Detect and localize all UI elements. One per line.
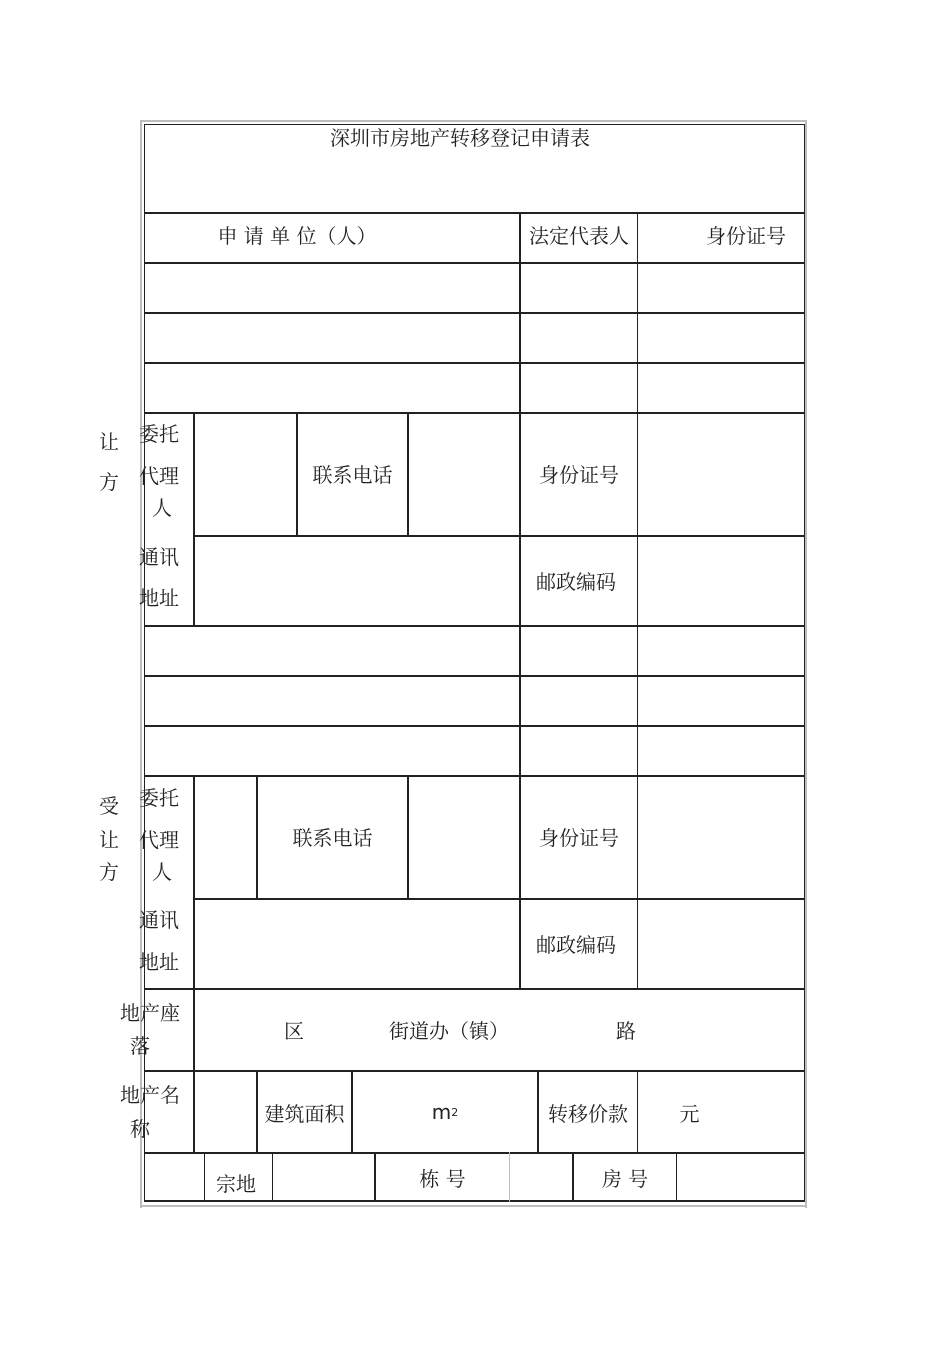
id-number-header: 身份证号 xyxy=(706,223,786,248)
col-line xyxy=(193,775,195,1154)
row-line xyxy=(144,412,805,414)
row-line xyxy=(144,625,805,627)
building-number-label xyxy=(376,1154,509,1200)
frame-top-edge xyxy=(140,120,807,122)
row-line xyxy=(144,362,805,364)
area-unit xyxy=(353,1072,537,1152)
floor-area-label: 建筑面积 xyxy=(264,1101,345,1126)
row-line xyxy=(144,988,805,990)
transferee-agent-label-3: 人 xyxy=(152,860,172,884)
frame-right-edge xyxy=(805,120,807,1208)
area-unit-text: m xyxy=(431,1100,452,1124)
row-line xyxy=(194,898,805,900)
row-line xyxy=(144,675,805,677)
building-number-text: 栋 号 xyxy=(419,1166,466,1191)
transferor-address-label-1: 通讯 xyxy=(139,545,179,569)
row-line xyxy=(144,725,805,727)
parcel-label: 宗地 xyxy=(216,1172,256,1196)
subdistrict-label: 街道办（镇） xyxy=(389,1019,509,1043)
transferor-label-1: 让 xyxy=(99,430,119,454)
district-label: 区 xyxy=(284,1019,304,1043)
col-line xyxy=(637,212,638,990)
col-line xyxy=(509,1152,510,1202)
room-number-label xyxy=(574,1154,676,1200)
transferor-address-label-2: 地址 xyxy=(139,586,179,610)
table-right-border xyxy=(804,124,805,1202)
col-line xyxy=(407,775,409,900)
row-line xyxy=(144,262,805,264)
transferor-label-2: 方 xyxy=(99,470,119,494)
col-line xyxy=(272,1152,273,1202)
row-line xyxy=(194,535,805,537)
col-line xyxy=(676,1152,677,1202)
row-line xyxy=(144,312,805,314)
transferor-id-label: 身份证号 xyxy=(539,462,619,487)
transferor-agent-label-1: 委托 xyxy=(139,422,179,446)
transferee-postcode-label: 邮政编码 xyxy=(536,932,616,957)
transferee-phone-label: 联系电话 xyxy=(292,825,373,850)
row-line xyxy=(144,1200,805,1202)
transferee-agent-label-1: 委托 xyxy=(139,786,179,810)
property-name-label-2: 称 xyxy=(130,1117,150,1141)
property-location-label-2: 落 xyxy=(130,1034,150,1058)
col-line xyxy=(193,412,195,627)
property-name-label-1: 地产名 xyxy=(120,1083,180,1107)
legal-representative-header: 法定代表人 xyxy=(529,223,629,248)
frame-bottom-edge xyxy=(140,1205,807,1207)
transferee-label-1: 受 xyxy=(99,794,119,818)
col-line xyxy=(204,1152,205,1202)
table-top-border xyxy=(144,124,805,125)
room-number-text: 房 号 xyxy=(601,1166,649,1191)
row-line xyxy=(144,775,805,777)
transferee-id-label: 身份证号 xyxy=(539,825,619,850)
area-unit-superscript: 2 xyxy=(451,1105,459,1119)
transferor-agent-label-3: 人 xyxy=(152,496,172,520)
col-line xyxy=(407,412,409,537)
transferor-phone-label: 联系电话 xyxy=(312,462,393,487)
transfer-price-label: 转移价款 xyxy=(548,1101,628,1126)
transferor-postcode-label: 邮政编码 xyxy=(536,569,616,594)
form-title: 深圳市房地产转移登记申请表 xyxy=(330,126,590,150)
transferee-label-3: 方 xyxy=(99,860,119,884)
transferee-address-label-1: 通讯 xyxy=(139,908,179,932)
transferor-agent-label-2: 代理 xyxy=(139,464,179,488)
transferee-agent-label-2: 代理 xyxy=(139,828,179,852)
transferee-address-label-2: 地址 xyxy=(139,950,179,974)
price-unit: 元 xyxy=(679,1101,700,1126)
road-label: 路 xyxy=(616,1019,636,1043)
transferee-label-2: 让 xyxy=(99,828,119,852)
property-location-label-1: 地产座 xyxy=(120,1001,180,1025)
applicant-header: 申 请 单 位（人） xyxy=(217,223,377,248)
